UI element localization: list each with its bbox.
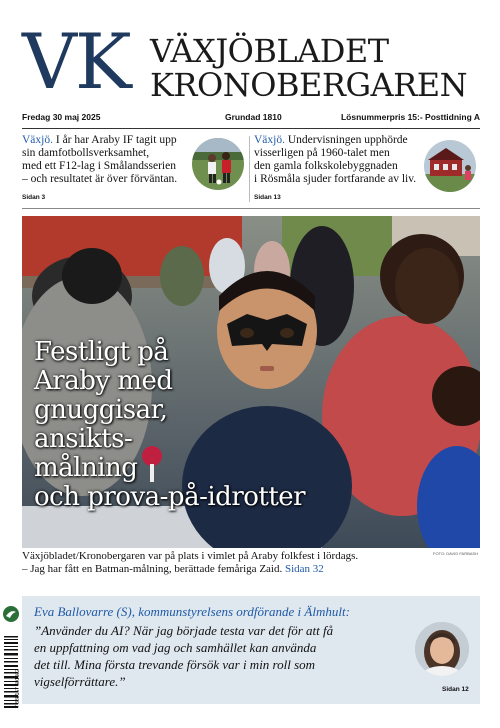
speaker-portrait: [415, 622, 469, 676]
caption-page-link[interactable]: Sidan 32: [284, 563, 324, 575]
teaser-page-ref: Sidan 3: [22, 194, 46, 201]
founded-text: Grundad 1810: [225, 112, 282, 122]
quote-page-ref: Sidan 12: [442, 686, 469, 693]
main-headline: Festligt på Araby med gnuggisar, ansikts- målning och prova-på-idrotter: [34, 337, 306, 512]
main-photo[interactable]: [22, 216, 480, 548]
masthead: [22, 17, 480, 106]
teaser-text: Växjö. I år har Araby IF tagit upp sin damfotbollsverksamhet, med ett F12-lag i Smålandsserien – och resultatet är över förväntan.: [22, 134, 178, 185]
quote-text: ”Använder du AI? När jag började testa var det för att få en uppfattning om vad jag och samhället kan använda det till. Mina första trevande försök var i min roll som vigselförrättare.”: [34, 623, 334, 689]
teaser-place: Växjö.: [254, 134, 285, 146]
teaser-football[interactable]: [22, 134, 247, 204]
football-photo: [192, 138, 244, 190]
quote-speaker: Eva Ballovarre (S), kommunstyrelsens ordförande i Älmhult:: [34, 604, 350, 619]
vk-logo: VK: [22, 17, 130, 106]
newspaper-name: [150, 34, 480, 102]
svanen-ecolabel-icon: [3, 606, 19, 622]
barcode-number: 7 388157 501502: [15, 669, 21, 708]
quote-box[interactable]: [22, 596, 480, 704]
teaser-school[interactable]: [254, 134, 480, 204]
teaser-text: Växjö. Undervisningen upphörde visserligen på 1960-talet men den gamla folkskolebyggnaden i Rösmåla sjuder fortfarande av liv.: [254, 134, 417, 185]
teaser-place: Växjö.: [22, 134, 53, 146]
main-caption: Växjöbladet/Kronobergaren var på plats i vimlet på Araby folkfest i lördags. – Jag har fått en Batman-målning, berättade femåriga Zaid. Sidan 32: [22, 550, 359, 575]
info-bar: [22, 112, 480, 126]
teaser-bottom-rule: [22, 208, 480, 209]
price-text: Lösnummerpris 15:- Posttidning A: [340, 112, 480, 122]
teaser-page-ref: Sidan 13: [254, 194, 281, 201]
photo-credit: FOTO: DAVID FARBASH: [433, 551, 478, 556]
newspaper-name-line2: KRONOBERGAREN: [150, 66, 468, 104]
newspaper-name-line1: VÄXJÖBLADET: [150, 32, 389, 70]
school-photo: [424, 140, 476, 192]
teaser-divider: [249, 136, 250, 202]
top-rule: [22, 128, 480, 129]
issue-date: Fredag 30 maj 2025: [22, 112, 101, 122]
